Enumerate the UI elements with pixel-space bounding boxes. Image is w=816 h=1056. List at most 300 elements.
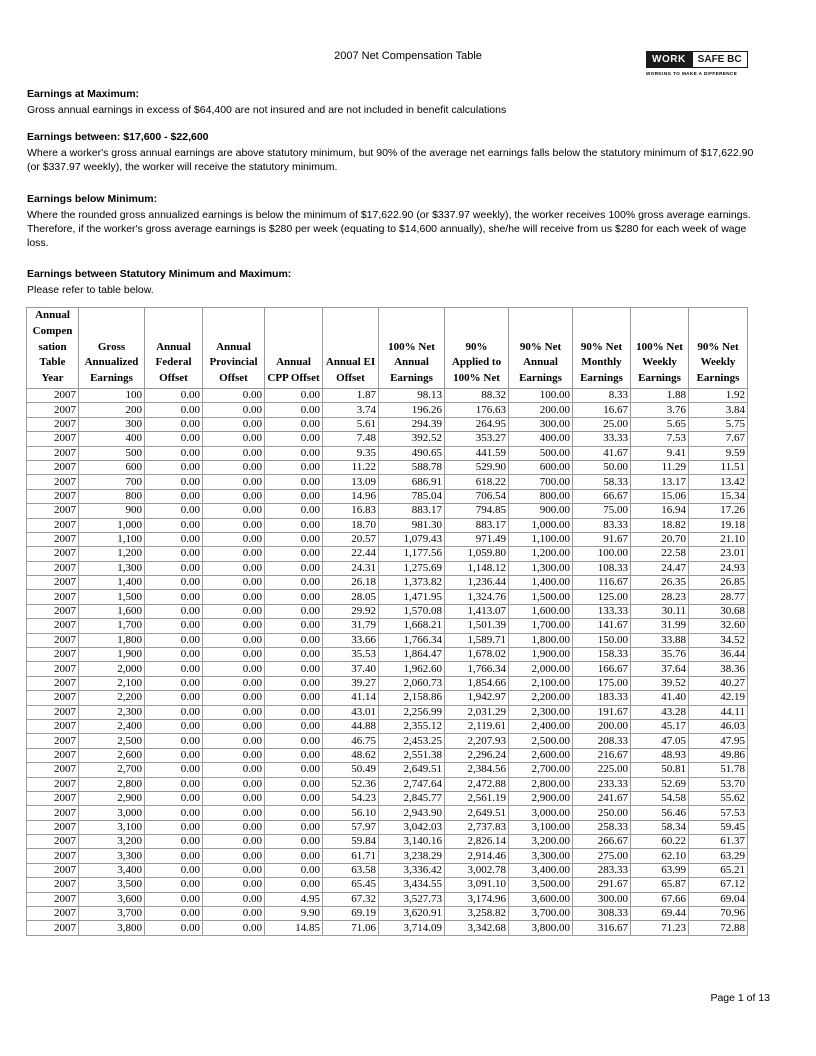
table-cell: 1,236.44 (445, 576, 509, 590)
table-row (27, 648, 748, 662)
table-cell: 2007 (27, 460, 79, 474)
table-row (27, 518, 748, 532)
table-cell: 3,620.91 (379, 907, 445, 921)
table-row (27, 633, 748, 647)
table-cell: 41.14 (323, 691, 379, 705)
table-cell: 22.44 (323, 547, 379, 561)
table-cell: 250.00 (573, 806, 631, 820)
table-cell: 53.70 (689, 777, 748, 791)
table-cell: 0.00 (203, 547, 265, 561)
table-cell: 49.86 (689, 748, 748, 762)
table-cell: 46.03 (689, 719, 748, 733)
table-cell: 0.00 (145, 561, 203, 575)
table-cell: 200.00 (573, 719, 631, 733)
table-cell: 588.78 (379, 460, 445, 474)
table-cell: 0.00 (145, 403, 203, 417)
table-cell: 29.92 (323, 604, 379, 618)
table-cell: 2007 (27, 619, 79, 633)
table-cell: 0.00 (265, 849, 323, 863)
table-cell: 0.00 (145, 734, 203, 748)
table-cell: 30.68 (689, 604, 748, 618)
table-cell: 2,600.00 (509, 748, 573, 762)
table-cell: 0.00 (265, 820, 323, 834)
table-cell: 1,500.00 (509, 590, 573, 604)
table-cell: 2,472.88 (445, 777, 509, 791)
table-cell: 971.49 (445, 532, 509, 546)
table-cell: 3,800.00 (509, 921, 573, 935)
table-cell: 42.19 (689, 691, 748, 705)
table-cell: 241.67 (573, 791, 631, 805)
table-cell: 58.33 (573, 475, 631, 489)
table-cell: 2007 (27, 691, 79, 705)
table-cell: 3,100.00 (509, 820, 573, 834)
table-cell: 183.33 (573, 691, 631, 705)
table-cell: 1,800 (79, 633, 145, 647)
table-cell: 3,600.00 (509, 892, 573, 906)
table-cell: 3,258.82 (445, 907, 509, 921)
table-cell: 67.12 (689, 878, 748, 892)
table-row (27, 907, 748, 921)
table-cell: 2007 (27, 777, 79, 791)
logo-safe-text: SAFE BC (692, 51, 748, 68)
table-cell: 0.00 (265, 403, 323, 417)
table-cell: 0.00 (145, 417, 203, 431)
table-cell: 0.00 (145, 892, 203, 906)
table-cell: 0.00 (265, 446, 323, 460)
section-text: Gross annual earnings in excess of $64,400 are not insured and are not included in benefit calculations (27, 104, 507, 116)
table-cell: 3,100 (79, 820, 145, 834)
table-cell: 0.00 (145, 791, 203, 805)
table-cell: 981.30 (379, 518, 445, 532)
table-cell: 300.00 (509, 417, 573, 431)
table-cell: 0.00 (145, 662, 203, 676)
table-cell: 21.10 (689, 532, 748, 546)
table-cell: 0.00 (145, 806, 203, 820)
table-cell: 216.67 (573, 748, 631, 762)
table-cell: 0.00 (265, 518, 323, 532)
table-cell: 686.91 (379, 475, 445, 489)
page-title: 2007 Net Compensation Table (334, 50, 482, 62)
table-cell: 2007 (27, 561, 79, 575)
table-cell: 291.67 (573, 878, 631, 892)
table-row (27, 691, 748, 705)
table-cell: 2007 (27, 518, 79, 532)
table-cell: 0.00 (265, 388, 323, 402)
table-cell: 16.94 (631, 504, 689, 518)
table-row (27, 806, 748, 820)
table-cell: 0.00 (265, 648, 323, 662)
table-cell: 2007 (27, 719, 79, 733)
table-cell: 191.67 (573, 705, 631, 719)
table-cell: 0.00 (203, 835, 265, 849)
table-cell: 0.00 (145, 633, 203, 647)
table-cell: 0.00 (203, 403, 265, 417)
table-row (27, 547, 748, 561)
table-cell: 0.00 (203, 806, 265, 820)
table-cell: 0.00 (265, 475, 323, 489)
table-cell: 0.00 (203, 619, 265, 633)
table-cell: 0.00 (203, 504, 265, 518)
table-cell: 300 (79, 417, 145, 431)
table-row (27, 576, 748, 590)
table-cell: 2007 (27, 676, 79, 690)
table-cell: 2,355.12 (379, 719, 445, 733)
table-cell: 26.35 (631, 576, 689, 590)
table-cell: 41.40 (631, 691, 689, 705)
table-cell: 1,400.00 (509, 576, 573, 590)
table-cell: 275.00 (573, 849, 631, 863)
table-cell: 0.00 (265, 561, 323, 575)
section-heading: Earnings at Maximum: (27, 88, 140, 100)
section-text: Where a worker's gross annual earnings are above statutory minimum, but 90% of the average net earnings falls below the statutory minimum of $17,622.90 (or $337.97 weekly), the worker will receive the statutory minimum. (27, 147, 754, 173)
table-row (27, 619, 748, 633)
table-cell: 3,200.00 (509, 835, 573, 849)
table-cell: 2007 (27, 835, 79, 849)
table-cell: 3,238.29 (379, 849, 445, 863)
table-cell: 1,079.43 (379, 532, 445, 546)
table-cell: 3,042.03 (379, 820, 445, 834)
table-cell: 31.79 (323, 619, 379, 633)
table-cell: 61.71 (323, 849, 379, 863)
table-cell: 40.27 (689, 676, 748, 690)
table-cell: 200 (79, 403, 145, 417)
table-cell: 2,649.51 (379, 763, 445, 777)
table-cell: 13.17 (631, 475, 689, 489)
column-header: Annual Federal Offset (145, 308, 203, 389)
table-cell: 63.58 (323, 863, 379, 877)
table-cell: 2007 (27, 547, 79, 561)
table-cell: 0.00 (265, 806, 323, 820)
table-header-row (27, 308, 748, 389)
table-cell: 8.33 (573, 388, 631, 402)
table-cell: 70.96 (689, 907, 748, 921)
table-cell: 2,400.00 (509, 719, 573, 733)
table-row (27, 921, 748, 935)
table-cell: 59.84 (323, 835, 379, 849)
table-row (27, 504, 748, 518)
table-cell: 44.11 (689, 705, 748, 719)
section-earnings-maximum (27, 88, 767, 117)
table-cell: 233.33 (573, 777, 631, 791)
table-cell: 0.00 (203, 576, 265, 590)
table-cell: 2007 (27, 532, 79, 546)
table-cell: 2,031.29 (445, 705, 509, 719)
table-cell: 0.00 (265, 460, 323, 474)
table-cell: 33.33 (573, 432, 631, 446)
table-row (27, 446, 748, 460)
table-cell: 45.17 (631, 719, 689, 733)
table-cell: 0.00 (265, 748, 323, 762)
table-cell: 1.88 (631, 388, 689, 402)
table-row (27, 604, 748, 618)
table-cell: 2007 (27, 820, 79, 834)
table-cell: 72.88 (689, 921, 748, 935)
table-cell: 47.05 (631, 734, 689, 748)
table-cell: 39.27 (323, 676, 379, 690)
table-cell: 67.66 (631, 892, 689, 906)
table-cell: 2,551.38 (379, 748, 445, 762)
table-cell: 2,400 (79, 719, 145, 733)
table-cell: 2,000.00 (509, 662, 573, 676)
table-cell: 15.06 (631, 489, 689, 503)
table-cell: 0.00 (145, 489, 203, 503)
table-cell: 1,700.00 (509, 619, 573, 633)
table-cell: 0.00 (145, 676, 203, 690)
table-cell: 300.00 (573, 892, 631, 906)
column-header: 100% Net Weekly Earnings (631, 308, 689, 389)
table-cell: 1,300.00 (509, 561, 573, 575)
table-cell: 0.00 (145, 619, 203, 633)
table-cell: 0.00 (145, 460, 203, 474)
table-cell: 0.00 (203, 849, 265, 863)
logo-tagline: WORKING TO MAKE A DIFFERENCE (646, 71, 738, 76)
table-cell: 9.41 (631, 446, 689, 460)
table-cell: 9.90 (265, 907, 323, 921)
table-cell: 529.90 (445, 460, 509, 474)
table-cell: 600.00 (509, 460, 573, 474)
table-cell: 1,854.66 (445, 676, 509, 690)
table-cell: 2,826.14 (445, 835, 509, 849)
table-cell: 24.47 (631, 561, 689, 575)
table-cell: 1,678.02 (445, 648, 509, 662)
column-header: Annual Compen sation Table Year (27, 308, 79, 389)
table-cell: 3,200 (79, 835, 145, 849)
table-cell: 19.18 (689, 518, 748, 532)
table-cell: 7.67 (689, 432, 748, 446)
table-cell: 441.59 (445, 446, 509, 460)
table-cell: 500.00 (509, 446, 573, 460)
table-cell: 1,766.34 (379, 633, 445, 647)
table-cell: 2,700 (79, 763, 145, 777)
table-cell: 66.67 (573, 489, 631, 503)
table-cell: 2007 (27, 604, 79, 618)
table-cell: 400 (79, 432, 145, 446)
table-cell: 1,413.07 (445, 604, 509, 618)
table-cell: 0.00 (265, 590, 323, 604)
section-text: Where the rounded gross annualized earnings is below the minimum of $17,622.90 (or $337.97 weekly), the worker receives 100% gross average earnings. Therefore, if the worker's gross average earnings is $280 per week (equating to $14,600 annually), she/he will receive from us $280 for each week of wage loss. (27, 209, 751, 249)
table-cell: 75.00 (573, 504, 631, 518)
table-cell: 175.00 (573, 676, 631, 690)
table-cell: 11.22 (323, 460, 379, 474)
column-header: 90% Net Weekly Earnings (689, 308, 748, 389)
table-cell: 3.84 (689, 403, 748, 417)
table-cell: 3,714.09 (379, 921, 445, 935)
table-cell: 1,000.00 (509, 518, 573, 532)
table-cell: 2,600 (79, 748, 145, 762)
table-cell: 2007 (27, 878, 79, 892)
table-cell: 50.49 (323, 763, 379, 777)
table-cell: 176.63 (445, 403, 509, 417)
table-cell: 2007 (27, 417, 79, 431)
table-cell: 3,336.42 (379, 863, 445, 877)
table-cell: 0.00 (203, 518, 265, 532)
table-cell: 1,962.60 (379, 662, 445, 676)
table-cell: 100 (79, 388, 145, 402)
table-cell: 3,500 (79, 878, 145, 892)
table-cell: 16.83 (323, 504, 379, 518)
table-cell: 0.00 (265, 633, 323, 647)
table-cell: 0.00 (145, 590, 203, 604)
table-cell: 1,501.39 (445, 619, 509, 633)
worksafebc-logo (646, 51, 768, 76)
table-row (27, 532, 748, 546)
table-cell: 2,300.00 (509, 705, 573, 719)
table-cell: 2007 (27, 475, 79, 489)
table-cell: 0.00 (145, 907, 203, 921)
table-row (27, 403, 748, 417)
table-cell: 18.82 (631, 518, 689, 532)
table-cell: 16.67 (573, 403, 631, 417)
table-row (27, 561, 748, 575)
table-cell: 63.29 (689, 849, 748, 863)
table-cell: 2,900.00 (509, 791, 573, 805)
table-row (27, 489, 748, 503)
table-cell: 0.00 (265, 791, 323, 805)
table-cell: 2,300 (79, 705, 145, 719)
table-cell: 0.00 (203, 475, 265, 489)
table-cell: 353.27 (445, 432, 509, 446)
table-cell: 2,500 (79, 734, 145, 748)
table-cell: 2,296.24 (445, 748, 509, 762)
table-cell: 2,800.00 (509, 777, 573, 791)
compensation-table (26, 307, 748, 936)
table-cell: 43.28 (631, 705, 689, 719)
table-cell: 50.00 (573, 460, 631, 474)
table-cell: 0.00 (203, 532, 265, 546)
table-cell: 100.00 (573, 547, 631, 561)
table-cell: 490.65 (379, 446, 445, 460)
table-cell: 65.87 (631, 878, 689, 892)
table-row (27, 763, 748, 777)
table-cell: 794.85 (445, 504, 509, 518)
table-cell: 0.00 (265, 619, 323, 633)
table-cell: 0.00 (265, 835, 323, 849)
table-cell: 3,000.00 (509, 806, 573, 820)
table-cell: 2007 (27, 648, 79, 662)
table-cell: 3,600 (79, 892, 145, 906)
table-cell: 2,200.00 (509, 691, 573, 705)
table-cell: 3,000 (79, 806, 145, 820)
table-cell: 0.00 (145, 719, 203, 733)
table-cell: 39.52 (631, 676, 689, 690)
table-cell: 0.00 (145, 691, 203, 705)
table-cell: 0.00 (203, 734, 265, 748)
compensation-table-wrapper (26, 307, 748, 936)
table-cell: 2,200 (79, 691, 145, 705)
table-cell: 0.00 (265, 504, 323, 518)
section-heading: Earnings between Statutory Minimum and Maximum: (27, 268, 292, 280)
table-cell: 0.00 (145, 849, 203, 863)
table-cell: 32.60 (689, 619, 748, 633)
table-cell: 52.36 (323, 777, 379, 791)
table-cell: 618.22 (445, 475, 509, 489)
table-cell: 0.00 (265, 532, 323, 546)
table-cell: 0.00 (265, 763, 323, 777)
table-cell: 2007 (27, 662, 79, 676)
table-cell: 0.00 (145, 863, 203, 877)
table-cell: 9.35 (323, 446, 379, 460)
table-cell: 0.00 (265, 878, 323, 892)
table-cell: 2,700.00 (509, 763, 573, 777)
table-cell: 0.00 (145, 432, 203, 446)
table-cell: 88.32 (445, 388, 509, 402)
table-cell: 0.00 (145, 388, 203, 402)
table-cell: 0.00 (145, 820, 203, 834)
table-cell: 62.10 (631, 849, 689, 863)
table-cell: 56.46 (631, 806, 689, 820)
column-header: Gross Annualized Earnings (79, 308, 145, 389)
table-cell: 55.62 (689, 791, 748, 805)
table-cell: 26.85 (689, 576, 748, 590)
table-row (27, 734, 748, 748)
table-cell: 2007 (27, 849, 79, 863)
table-cell: 57.53 (689, 806, 748, 820)
table-cell: 308.33 (573, 907, 631, 921)
table-cell: 2,384.56 (445, 763, 509, 777)
table-cell: 700.00 (509, 475, 573, 489)
table-cell: 266.67 (573, 835, 631, 849)
table-row (27, 662, 748, 676)
table-row (27, 388, 748, 402)
table-cell: 1,700 (79, 619, 145, 633)
table-cell: 0.00 (265, 489, 323, 503)
table-cell: 17.26 (689, 504, 748, 518)
table-row (27, 676, 748, 690)
logo-work-text: WORK (646, 51, 692, 68)
table-cell: 2,100 (79, 676, 145, 690)
table-cell: 0.00 (265, 662, 323, 676)
table-cell: 20.57 (323, 532, 379, 546)
table-cell: 2,747.64 (379, 777, 445, 791)
table-cell: 5.65 (631, 417, 689, 431)
table-cell: 3.74 (323, 403, 379, 417)
table-cell: 0.00 (203, 561, 265, 575)
table-cell: 1,589.71 (445, 633, 509, 647)
table-cell: 9.59 (689, 446, 748, 460)
section-earnings-between (27, 131, 767, 174)
table-cell: 0.00 (145, 446, 203, 460)
table-cell: 3,002.78 (445, 863, 509, 877)
column-header: Annual CPP Offset (265, 308, 323, 389)
section-text: Please refer to table below. (27, 284, 154, 296)
table-cell: 0.00 (265, 432, 323, 446)
table-cell: 2007 (27, 907, 79, 921)
table-cell: 0.00 (265, 547, 323, 561)
table-cell: 14.85 (265, 921, 323, 935)
table-cell: 0.00 (145, 763, 203, 777)
table-cell: 43.01 (323, 705, 379, 719)
table-cell: 0.00 (203, 432, 265, 446)
table-cell: 61.37 (689, 835, 748, 849)
table-cell: 0.00 (203, 460, 265, 474)
table-cell: 2,500.00 (509, 734, 573, 748)
table-cell: 20.70 (631, 532, 689, 546)
table-cell: 316.67 (573, 921, 631, 935)
table-cell: 2007 (27, 806, 79, 820)
table-cell: 125.00 (573, 590, 631, 604)
table-cell: 0.00 (203, 863, 265, 877)
table-cell: 0.00 (145, 547, 203, 561)
table-cell: 2,256.99 (379, 705, 445, 719)
table-cell: 0.00 (203, 691, 265, 705)
table-cell: 1,373.82 (379, 576, 445, 590)
table-cell: 3,527.73 (379, 892, 445, 906)
table-cell: 2,845.77 (379, 791, 445, 805)
table-cell: 2007 (27, 504, 79, 518)
table-cell: 67.32 (323, 892, 379, 906)
table-cell: 2,453.25 (379, 734, 445, 748)
table-cell: 65.21 (689, 863, 748, 877)
